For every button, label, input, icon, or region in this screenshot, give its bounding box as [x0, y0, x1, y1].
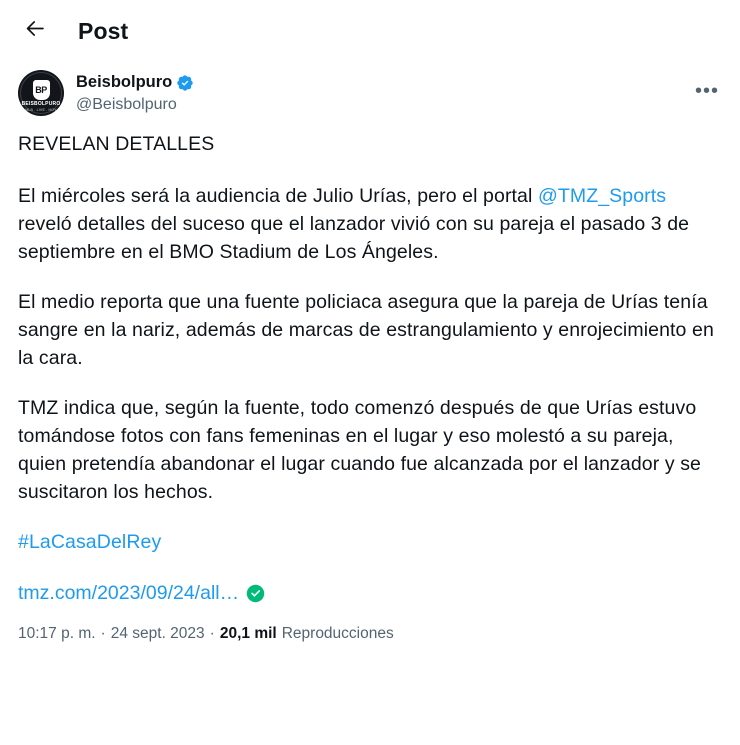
green-verified-icon	[246, 584, 265, 603]
back-button[interactable]	[18, 14, 52, 48]
views-label: Reproducciones	[281, 625, 394, 642]
more-options-button[interactable]	[690, 74, 724, 108]
hashtag-link[interactable]: #LaCasaDelRey	[18, 531, 162, 553]
page-title: Post	[78, 17, 129, 44]
post-paragraph-1-text-before: El miércoles será la audiencia de Julio Urías, pero el portal	[18, 185, 538, 207]
post-link-url[interactable]: tmz.com/2023/09/24/all…	[18, 582, 240, 604]
author-names	[76, 70, 194, 116]
avatar-monogram: BP	[33, 80, 50, 100]
arrow-left-icon	[25, 18, 46, 44]
more-options-icon: •••	[694, 79, 719, 102]
author-name-line	[76, 72, 194, 93]
metadata-separator-2: ·	[209, 625, 215, 642]
author-display-name[interactable]: Beisbolpuro	[76, 73, 173, 91]
author-handle[interactable]: @Beisbolpuro	[76, 96, 177, 113]
post-body	[0, 116, 740, 556]
author-row	[0, 62, 740, 116]
post-paragraph-2: El medio reporta que una fuente policiaca asegura que la pareja de Urías tenía sangre en la nariz, además de marcas de estrangulamiento y enrojecimiento en la cara.	[18, 291, 714, 369]
post-paragraph-3: TMZ indica que, según la fuente, todo comenzó después de que Urías estuvo tomándose fotos con fans femeninas en el lugar y eso molestó a su pareja, quien pretendía abandonar el lugar cuando fue alcanzada por el lanzador y se suscitaron los hechos.	[18, 397, 702, 503]
avatar[interactable]	[18, 70, 64, 116]
metadata-separator-1: ·	[100, 625, 106, 642]
verified-badge-icon	[176, 74, 194, 92]
post-date: 24 sept. 2023	[110, 625, 205, 642]
post-paragraph-1-text-after: reveló detalles del suceso que el lanzador vivió con su pareja el pasado 3 de septiembre en el BMO Stadium de Los Ángeles.	[18, 213, 690, 263]
avatar-brand-subtext: MLB . LIVE . HOY	[25, 108, 57, 112]
post-link-row	[0, 582, 740, 605]
post-headline: REVELAN DETALLES	[18, 133, 215, 155]
views-count: 20,1 mil	[219, 625, 277, 642]
post-metadata	[0, 605, 740, 643]
post-time: 10:17 p. m.	[18, 625, 96, 642]
mention-link-tmz-sports[interactable]: @TMZ_Sports	[537, 185, 667, 207]
avatar-brand-text: BEISBOLPURO	[21, 101, 61, 107]
page-header	[0, 0, 740, 62]
post-hashtag-line	[18, 528, 722, 556]
post-paragraph-1	[18, 182, 722, 266]
